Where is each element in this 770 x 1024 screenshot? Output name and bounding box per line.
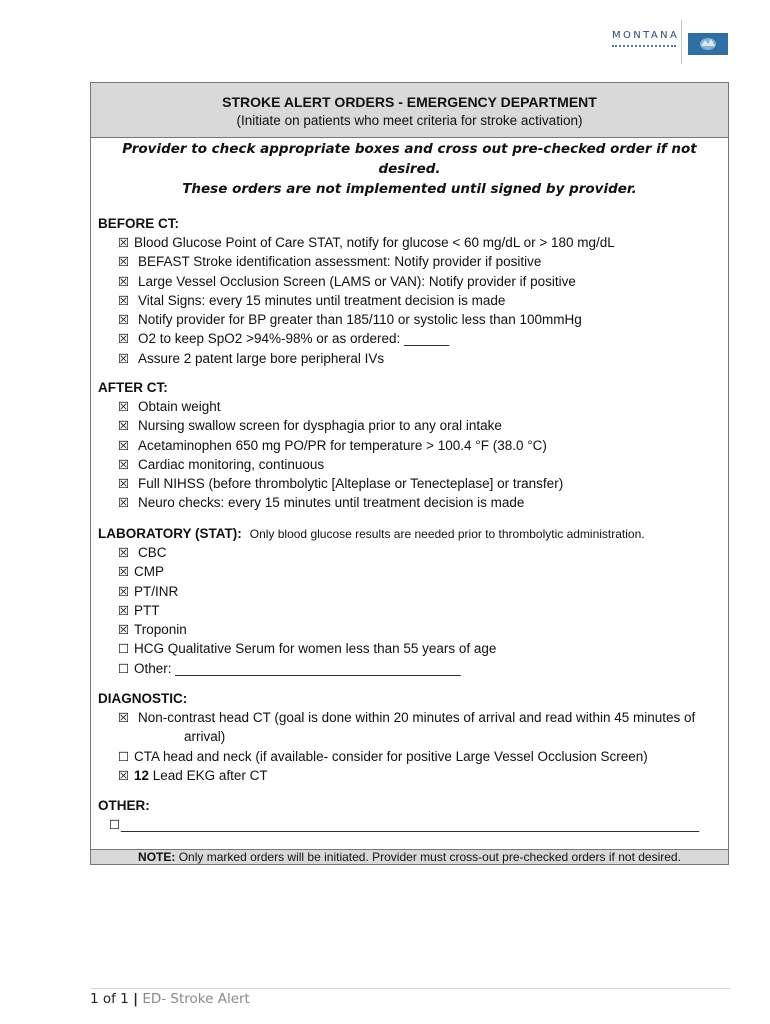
section-title: DIAGNOSTIC: [98, 691, 188, 706]
order-text: CMP [134, 564, 164, 580]
order-text: CBC [138, 545, 167, 560]
checkbox-checked-icon[interactable]: ☒ [118, 545, 130, 560]
order-item[interactable] [98, 252, 723, 271]
checkbox-checked-icon[interactable]: ☒ [118, 418, 130, 434]
order-item[interactable] [98, 291, 723, 310]
section-title-row [98, 524, 723, 543]
section-laboratory [98, 524, 723, 678]
order-text: Non-contrast head CT (goal is done within 20 minutes of arrival and read within 45 minutes of [138, 710, 696, 725]
order-item[interactable] [98, 474, 723, 493]
order-item[interactable] [98, 272, 723, 291]
order-text-continued: arrival) [184, 729, 226, 745]
checkbox-checked-icon[interactable]: ☒ [118, 476, 130, 492]
section-after-ct [98, 378, 723, 513]
checkbox-checked-icon[interactable]: ☒ [118, 273, 130, 289]
order-item[interactable] [98, 397, 723, 416]
order-text: PTT [134, 602, 160, 618]
provider-instructions [91, 139, 728, 199]
logo-text: MONTANA [612, 30, 680, 41]
form-header [91, 83, 728, 138]
checkbox-checked-icon[interactable]: ☒ [118, 767, 130, 783]
lab-item-troponin[interactable] [98, 620, 723, 639]
page-number: 1 of 1 [90, 991, 129, 1007]
order-text: Full NIHSS (before thrombolytic [Alteplase or Tenecteplase] or transfer) [138, 476, 564, 492]
order-text: BEFAST Stroke identification assessment: Notify provider if positive [138, 254, 542, 270]
order-text: Assure 2 patent large bore peripheral IVs [138, 350, 385, 366]
checkbox-checked-icon[interactable]: ☒ [118, 456, 130, 472]
ekg-lead-count: 12 [134, 767, 150, 783]
order-item[interactable] [98, 436, 723, 455]
checkbox-checked-icon[interactable]: ☒ [118, 622, 130, 638]
checkbox-unchecked-icon[interactable]: ☐ [118, 748, 130, 764]
note-text: Only marked orders will be initiated. Provider must cross-out pre-checked orders if not desired. [175, 850, 681, 864]
order-text: Vital Signs: every 15 minutes until treatment decision is made [138, 292, 506, 308]
page-footer [90, 988, 730, 1007]
order-text: O2 to keep SpO2 >94%-98% or as ordered: ______ [138, 331, 450, 347]
checkbox-checked-icon[interactable]: ☒ [118, 235, 130, 250]
instruction-line-3: These orders are not implemented until signed by provider. [182, 181, 637, 197]
order-text: Acetaminophen 650 mg PO/PR for temperature > 100.4 °F (38.0 °C) [138, 437, 547, 453]
montana-logo [610, 22, 735, 66]
order-text: Nursing swallow screen for dysphagia prior to any oral intake [138, 418, 502, 434]
order-item[interactable] [98, 416, 723, 435]
document-name: ED- Stroke Alert [142, 991, 250, 1007]
section-title: LABORATORY (STAT): [98, 526, 242, 541]
laboratory-note: Only blood glucose results are needed prior to thrombolytic administration. [249, 527, 645, 541]
checkbox-unchecked-icon[interactable]: ☐ [109, 817, 121, 832]
checkbox-unchecked-icon[interactable]: ☐ [118, 641, 130, 657]
checkbox-checked-icon[interactable]: ☒ [118, 312, 130, 328]
logo-tagline-dots [612, 45, 676, 50]
stroke-alert-order-form [90, 82, 729, 865]
checkbox-checked-icon[interactable]: ☒ [118, 602, 130, 618]
checkbox-checked-icon[interactable]: ☒ [118, 437, 130, 453]
diagnostic-item-ekg[interactable] [98, 766, 723, 785]
diagnostic-item-head-ct[interactable] [98, 708, 723, 747]
order-text: PT/INR [134, 583, 179, 599]
other-order-line[interactable] [98, 815, 723, 834]
checkbox-unchecked-icon[interactable]: ☐ [118, 660, 130, 676]
checkbox-checked-icon[interactable]: ☒ [118, 292, 130, 308]
form-subtitle: (Initiate on patients who meet criteria for stroke activation) [236, 113, 583, 128]
order-text: Cardiac monitoring, continuous [138, 456, 325, 472]
order-text: Blood Glucose Point of Care STAT, notify for glucose < 60 mg/dL or > 180 mg/dL [134, 235, 615, 250]
order-text: CTA head and neck (if available- consider for positive Large Vessel Occlusion Screen) [134, 748, 648, 764]
lab-item-hcg[interactable] [98, 639, 723, 658]
checkbox-checked-icon[interactable]: ☒ [118, 495, 130, 511]
order-text: Troponin [134, 622, 187, 638]
checkbox-checked-icon[interactable]: ☒ [118, 254, 130, 270]
checkbox-checked-icon[interactable]: ☒ [118, 710, 130, 725]
order-item[interactable] [98, 310, 723, 329]
note-label: NOTE: [138, 850, 176, 864]
order-text: Notify provider for BP greater than 185/110 or systolic less than 100mmHg [138, 312, 582, 328]
section-title: AFTER CT: [98, 380, 168, 395]
order-item[interactable] [98, 455, 723, 474]
section-other [98, 796, 723, 834]
other-blank-line[interactable]: _____________________________________________________________________________ [121, 817, 700, 832]
order-text: Large Vessel Occlusion Screen (LAMS or VAN): Notify provider if positive [138, 273, 576, 289]
checkbox-checked-icon[interactable]: ☒ [118, 564, 130, 580]
section-title: BEFORE CT: [98, 216, 179, 231]
form-title: STROKE ALERT ORDERS - EMERGENCY DEPARTMENT [222, 94, 597, 110]
order-text: Other: ______________________________________ [134, 660, 461, 676]
order-item[interactable] [98, 233, 723, 252]
logo-divider [681, 20, 682, 64]
lab-item-ptt[interactable] [98, 601, 723, 620]
lab-item-cbc[interactable] [98, 543, 723, 562]
lab-item-other[interactable] [98, 659, 723, 678]
section-diagnostic [98, 689, 723, 785]
section-before-ct [98, 214, 723, 368]
order-text: Obtain weight [138, 399, 221, 414]
order-text: Neuro checks: every 15 minutes until treatment decision is made [138, 495, 525, 511]
diagnostic-item-cta[interactable] [98, 747, 723, 766]
section-title: OTHER: [98, 798, 150, 813]
checkbox-checked-icon[interactable]: ☒ [118, 583, 130, 599]
order-text: HCG Qualitative Serum for women less than 55 years of age [134, 641, 497, 657]
order-text: Lead EKG after CT [149, 767, 268, 783]
order-item[interactable] [98, 493, 723, 512]
lab-item-pt-inr[interactable] [98, 582, 723, 601]
lab-item-cmp[interactable] [98, 562, 723, 581]
instruction-line-1: Provider to check appropriate boxes and cross out pre-checked order if not [122, 141, 697, 157]
order-item[interactable] [98, 329, 723, 348]
instruction-line-2: desired. [378, 161, 441, 177]
order-item[interactable] [98, 349, 723, 368]
checkbox-checked-icon[interactable]: ☒ [118, 331, 130, 347]
montana-state-flag-icon [688, 33, 728, 55]
checkbox-checked-icon[interactable]: ☒ [118, 350, 130, 366]
checkbox-checked-icon[interactable]: ☒ [118, 399, 130, 414]
form-note [91, 849, 728, 864]
footer-separator: | [133, 991, 139, 1007]
